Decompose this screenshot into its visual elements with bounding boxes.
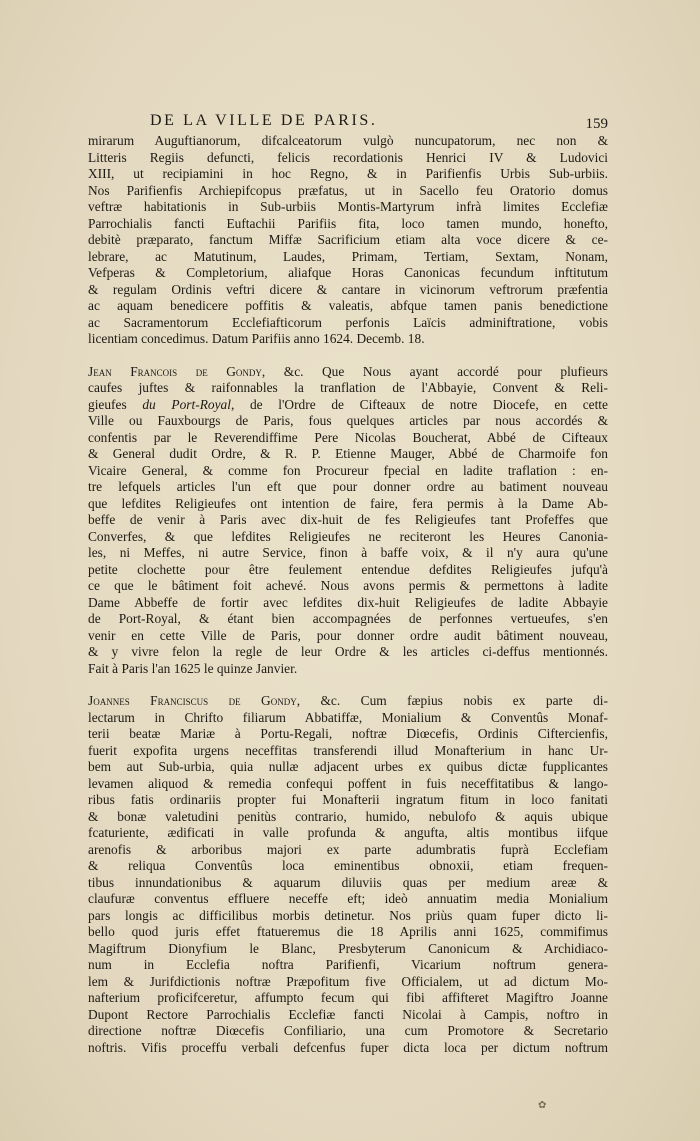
text-line: & y vivre felon la regle de leur Ordre & les articles ci-deffus mentionnés. bbox=[88, 644, 608, 659]
text-line: nafterium proficifceretur, affumpto fecum qui fibi affifteret Magiftro Joanne bbox=[88, 990, 608, 1005]
text-line bbox=[88, 364, 608, 381]
paragraph-3 bbox=[88, 693, 608, 1056]
text-line: Ville ou Fauxbourgs de Paris, fous quelques articles par nous accordés & bbox=[88, 413, 608, 428]
running-head: DE LA VILLE DE PARIS. bbox=[150, 112, 378, 129]
paragraph-1 bbox=[88, 133, 608, 348]
italic-place-name: du Port-Royal bbox=[142, 396, 231, 412]
text-line bbox=[88, 693, 608, 710]
text-line: num in Ecclefia noftra Parifienfi, Vicarium noftrum genera- bbox=[88, 957, 608, 972]
text-line: Nos Parifienfis Archiepifcopus præfatus, ut in Sacello feu Oratorio domus bbox=[88, 182, 608, 198]
text-line: Vefperas & Completorium, aliafque Horas Canonicas fecundum inftitutum bbox=[88, 265, 608, 280]
text-line: XIII, ut recipiamini in hoc Regno, & in Parifienfis Urbis Sub-urbiis. bbox=[88, 166, 608, 181]
text-block bbox=[88, 133, 608, 1056]
text-line: lem & Jurifdictionis noftræ Præpofitum five Officialem, ut ad dictum Mo- bbox=[88, 973, 608, 989]
text-line: ribus fatis ordinariis propter fui Monafterii ingratum fitum in loco fanitati bbox=[88, 792, 608, 807]
text-line: Litteris Regiis defuncti, felicis recordationis Henrici IV & Ludovici bbox=[88, 149, 608, 165]
text-line bbox=[88, 397, 608, 414]
line-text: , &c. Que Nous ayant accordé pour plufieurs bbox=[261, 363, 608, 379]
text-line: claufuræ conventus effluere neceffe eft; ideò annuatim media Monialium bbox=[88, 891, 608, 906]
text-line: mirarum Auguftianorum, difcalceatorum vulgò nuncupatorum, nec non & bbox=[88, 133, 608, 148]
author-name: Jean Francois de Gondy bbox=[88, 363, 262, 379]
text-line: bello quod juris effet ftatueremus die 18 Aprilis anni 1625, commifimus bbox=[88, 924, 608, 939]
author-name: Joannes Franciscus de Gondy bbox=[88, 693, 297, 708]
text-line: petite clochette pour être feulement entendue defdites Religieufes jufqu'à bbox=[88, 561, 608, 577]
text-line: levamen aliquod & remedia confequi poffent in fuis neceffitatibus & lango- bbox=[88, 775, 608, 791]
text-line: terii beatæ Mariæ à Portu-Regali, noftræ Diœcefis, Ordinis Ciftercienfis, bbox=[88, 726, 608, 741]
text-line: bem aut Sub-urbia, quia nullæ adjacent urbes ex quibus dictæ fupplicantes bbox=[88, 759, 608, 774]
line-text: , de l'Ordre de Cifteaux de notre Diocefe, en cette bbox=[230, 396, 608, 412]
text-line: fuerit expofita urgens neceffitas transferendi illud Monafterium in hanc Ur- bbox=[88, 742, 608, 758]
text-line: directione noftræ Diœcefis Confiliario, una cum Promotore & Secretario bbox=[88, 1023, 608, 1038]
text-line: noftris. Vifis proceffu verbali defcenfus fuper dicta loca per dictum noftrum bbox=[88, 1039, 608, 1055]
text-line: pars longis ac difficilibus morbis detinetur. Nos priùs quam fuper dicto li- bbox=[88, 907, 608, 923]
text-line: venir en cette Ville de Paris, pour donner ordre audit bâtiment nouveau, bbox=[88, 627, 608, 643]
text-line: Dupont Rectore Parrochialis Ecclefiæ fancti Nicolai à Campis, noftro in bbox=[88, 1006, 608, 1022]
text-line: & General dudit Ordre, & R. P. Etienne Mauger, Abbé de Charmoife fon bbox=[88, 446, 608, 461]
text-line: Vicaire General, & comme fon Procureur fpecial en ladite traflation : en- bbox=[88, 462, 608, 478]
folio-mark: ✿ bbox=[538, 1100, 547, 1111]
text-line: & reliqua Conventûs loca eminentibus obnoxii, etiam frequen- bbox=[88, 858, 608, 873]
text-line: veftræ habitationis in Sub-urbiis Montis-Martyrum infrà limites Ecclefiæ bbox=[88, 199, 608, 214]
text-line: caufes juftes & raifonnables la tranflation de l'Abbayie, Convent & Reli- bbox=[88, 380, 608, 395]
text-line: fcaturiente, ædificati in valle profunda & angufta, altis montibus iifque bbox=[88, 825, 608, 840]
text-line: Dame Abbeffe de fortir avec lefdites dix-huit Religieufes de ladite Abbayie bbox=[88, 594, 608, 610]
text-line: licentiam concedimus. Datum Parifiis anno 1624. Decemb. 18. bbox=[88, 331, 425, 346]
text-line: Fait à Paris l'an 1625 le quinze Janvier. bbox=[88, 660, 298, 676]
text-line: Converfes, & que lefdites Religieufes ne reciteront les Heures Canonia- bbox=[88, 528, 608, 544]
line-text: , &c. Cum fæpius nobis ex parte di- bbox=[296, 693, 608, 708]
text-line: ac Sacramentorum Ecclefiafticorum perfonis Laïcis adminiftratione, vobis bbox=[88, 314, 608, 330]
text-line: lebrare, ac Matutinum, Laudes, Primam, Tertiam, Sextam, Nonam, bbox=[88, 248, 608, 264]
text-line: ac aquam benedicere poffitis & valeatis, abfque tamen panis benedictione bbox=[88, 298, 608, 313]
text-line: de Port-Royal, & étant bien accompagnées de perfonnes vertueufes, s'en bbox=[88, 611, 608, 626]
paragraph-2 bbox=[88, 364, 608, 678]
text-line: ce que le bâtiment foit achevé. Nous avons permis & permettons à ladite bbox=[88, 578, 608, 593]
text-line: arenofis & arboribus majori ex parte adumbratis fuprà Ecclefiam bbox=[88, 841, 608, 857]
text-line: Magiftrum Dionyfium le Blanc, Presbyterum Canonicum & Archidiaco- bbox=[88, 940, 608, 956]
text-line: tibus innundationibus & aquarum diluviis quas per medium areæ & bbox=[88, 874, 608, 890]
page-number: 159 bbox=[585, 116, 608, 132]
text-line: & regulam Ordinis veftri dicere & cantare in vicinorum veftrorum præfentia bbox=[88, 281, 608, 297]
line-text: gieufes bbox=[88, 396, 143, 412]
text-line: confentis par le Reverendiffime Pere Nicolas Boucherat, Abbé de Cifteaux bbox=[88, 429, 608, 445]
text-line: lectarum in Chrifto filiarum Abbatiffæ, Monialium & Conventûs Monaf- bbox=[88, 709, 608, 725]
text-line: les, ni Meffes, ni autre Service, finon à baffe voix, & il n'y aura qu'une bbox=[88, 545, 608, 560]
text-line: que lefdites Religieufes ont intention de faire, fera permis à la Dame Ab- bbox=[88, 495, 608, 511]
text-line: beffe de venir à Paris avec dix-huit de fes Religieufes tant Profeffes que bbox=[88, 512, 608, 527]
text-line: debitè præparato, fanctum Miffæ Sacrificium etiam alta voce dicere & ce- bbox=[88, 232, 608, 247]
text-line: Parrochialis fancti Euftachii Parifiis fita, loco tamen mundo, honefto, bbox=[88, 215, 608, 231]
text-line: tre lefquels articles l'un eft que pour donner ordre au batiment nouveau bbox=[88, 479, 608, 494]
text-line: & bonæ valetudini penitùs contrario, humido, nebulofo & aquis ubique bbox=[88, 808, 608, 824]
